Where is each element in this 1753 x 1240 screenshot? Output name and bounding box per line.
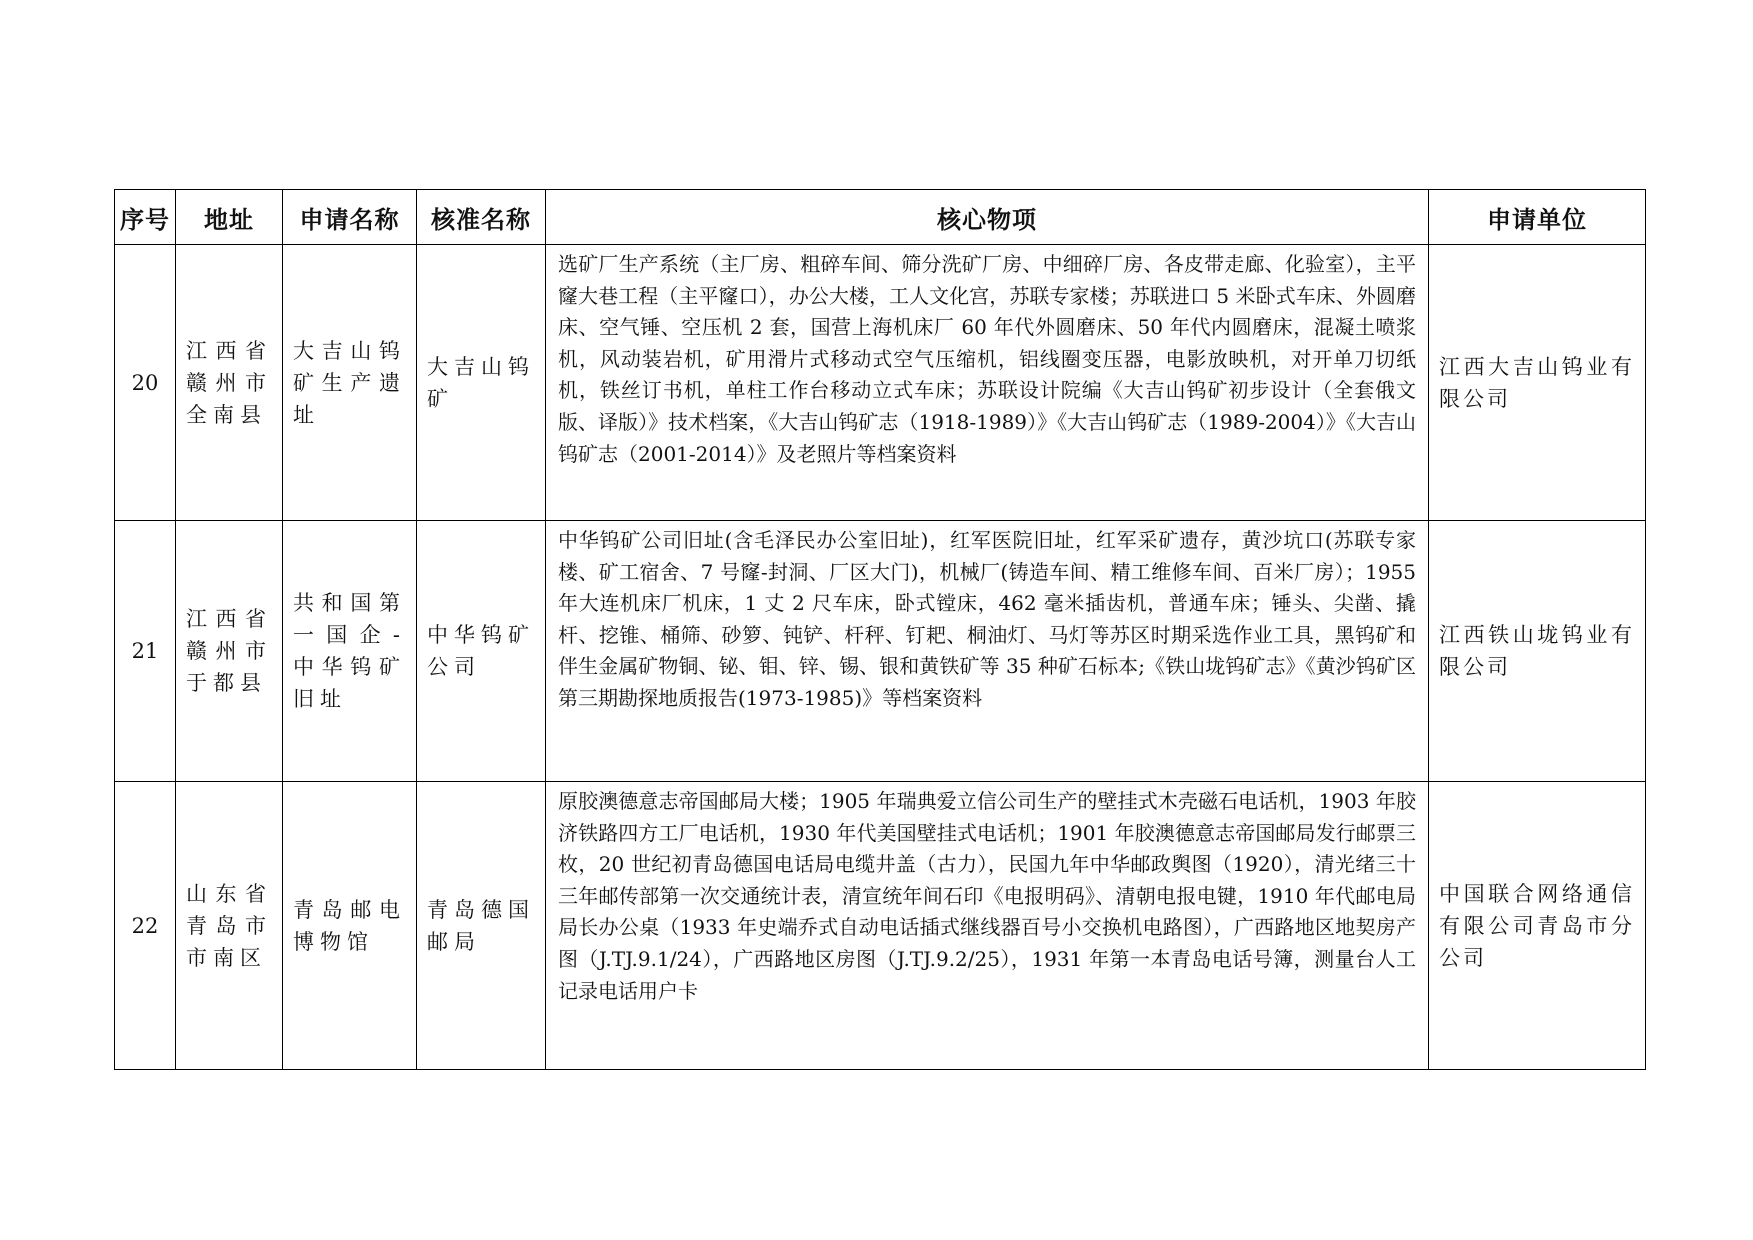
header-applied-name: 申请名称: [283, 190, 417, 245]
header-no: 序号: [115, 190, 176, 245]
row-applicant: 中国联合网络通信有限公司青岛市分公司: [1429, 782, 1646, 1070]
row-approved-name: 青岛德国邮局: [417, 782, 546, 1070]
row-core-items: 原胶澳德意志帝国邮局大楼；1905 年瑞典爱立信公司生产的壁挂式木壳磁石电话机，1903 年胶济铁路四方工厂电话机，1930 年代美国壁挂式电话机；1901 年胶澳德意志帝国邮局发行邮票三枚，20 世纪初青岛德国电话局电缆井盖（古力），民国九年中华邮政舆图（1920），清光绪三十三年邮传部第一次交通统计表，清宣统年间石印《电报明码》、清朝电报电键，1910 年代邮电局局长办公桌（1933 年史端乔式自动电话插式继线器百号小交换机电路图），广西路地区地契房产图（J.TJ.9.1/24），广西路地区房图（J.TJ.9.2/25），1931 年第一本青岛电话号簿，测量台人工记录电话用户卡: [546, 782, 1429, 1070]
row-applied-name: 大吉山钨矿生产遗址: [283, 245, 417, 521]
row-approved-name: 中华钨矿公司: [417, 521, 546, 782]
row-address: 江西省赣州市于都县: [176, 521, 283, 782]
row-applied-name: 共和国第一国企-中华钨矿旧址: [283, 521, 417, 782]
row-applicant: 江西铁山垅钨业有限公司: [1429, 521, 1646, 782]
header-row: [115, 190, 1646, 245]
table-row: [115, 521, 1646, 782]
row-applied-name: 青岛邮电博物馆: [283, 782, 417, 1070]
header-address: 地址: [176, 190, 283, 245]
row-number: 22: [115, 782, 176, 1070]
heritage-table: [114, 189, 1646, 1070]
row-address: 江西省赣州市全南县: [176, 245, 283, 521]
row-approved-name: 大吉山钨矿: [417, 245, 546, 521]
header-core-items: 核心物项: [546, 190, 1429, 245]
row-number: 20: [115, 245, 176, 521]
row-core-items: 选矿厂生产系统（主厂房、粗碎车间、筛分洗矿厂房、中细碎厂房、各皮带走廊、化验室），主平窿大巷工程（主平窿口），办公大楼，工人文化宫，苏联专家楼；苏联进口 5 米卧式车床、外圆磨床、空气锤、空压机 2 套，国营上海机床厂 60 年代外圆磨床、50 年代内圆磨床，混凝土喷浆机，风动装岩机，矿用滑片式移动式空气压缩机，铝线圈变压器，电影放映机，对开单刀切纸机，铁丝订书机，单柱工作台移动立式车床；苏联设计院编《大吉山钨矿初步设计（全套俄文版、译版）》技术档案，《大吉山钨矿志（1918-1989）》《大吉山钨矿志（1989-2004）》《大吉山钨矿志（2001-2014）》及老照片等档案资料: [546, 245, 1429, 521]
row-applicant: 江西大吉山钨业有限公司: [1429, 245, 1646, 521]
table-row: [115, 782, 1646, 1070]
header-applicant: 申请单位: [1429, 190, 1646, 245]
row-number: 21: [115, 521, 176, 782]
header-approved-name: 核准名称: [417, 190, 546, 245]
row-core-items: 中华钨矿公司旧址(含毛泽民办公室旧址)，红军医院旧址，红军采矿遗存，黄沙坑口(苏联专家楼、矿工宿舍、7 号窿-封洞、厂区大门)，机械厂(铸造车间、精工维修车间、百米厂房）；1955 年大连机床厂机床，1 丈 2 尺车床，卧式镗床，462 毫米插齿机，普通车床；锤头、尖凿、撬杆、挖锥、桶筛、砂箩、钝铲、杆秤、钉耙、桐油灯、马灯等苏区时期采选作业工具，黑钨矿和伴生金属矿物铜、铋、钼、锌、锡、银和黄铁矿等 35 种矿石标本;《铁山垅钨矿志》《黄沙钨矿区第三期勘探地质报告(1973-1985)》等档案资料: [546, 521, 1429, 782]
table-row: [115, 245, 1646, 521]
row-address: 山东省青岛市市南区: [176, 782, 283, 1070]
